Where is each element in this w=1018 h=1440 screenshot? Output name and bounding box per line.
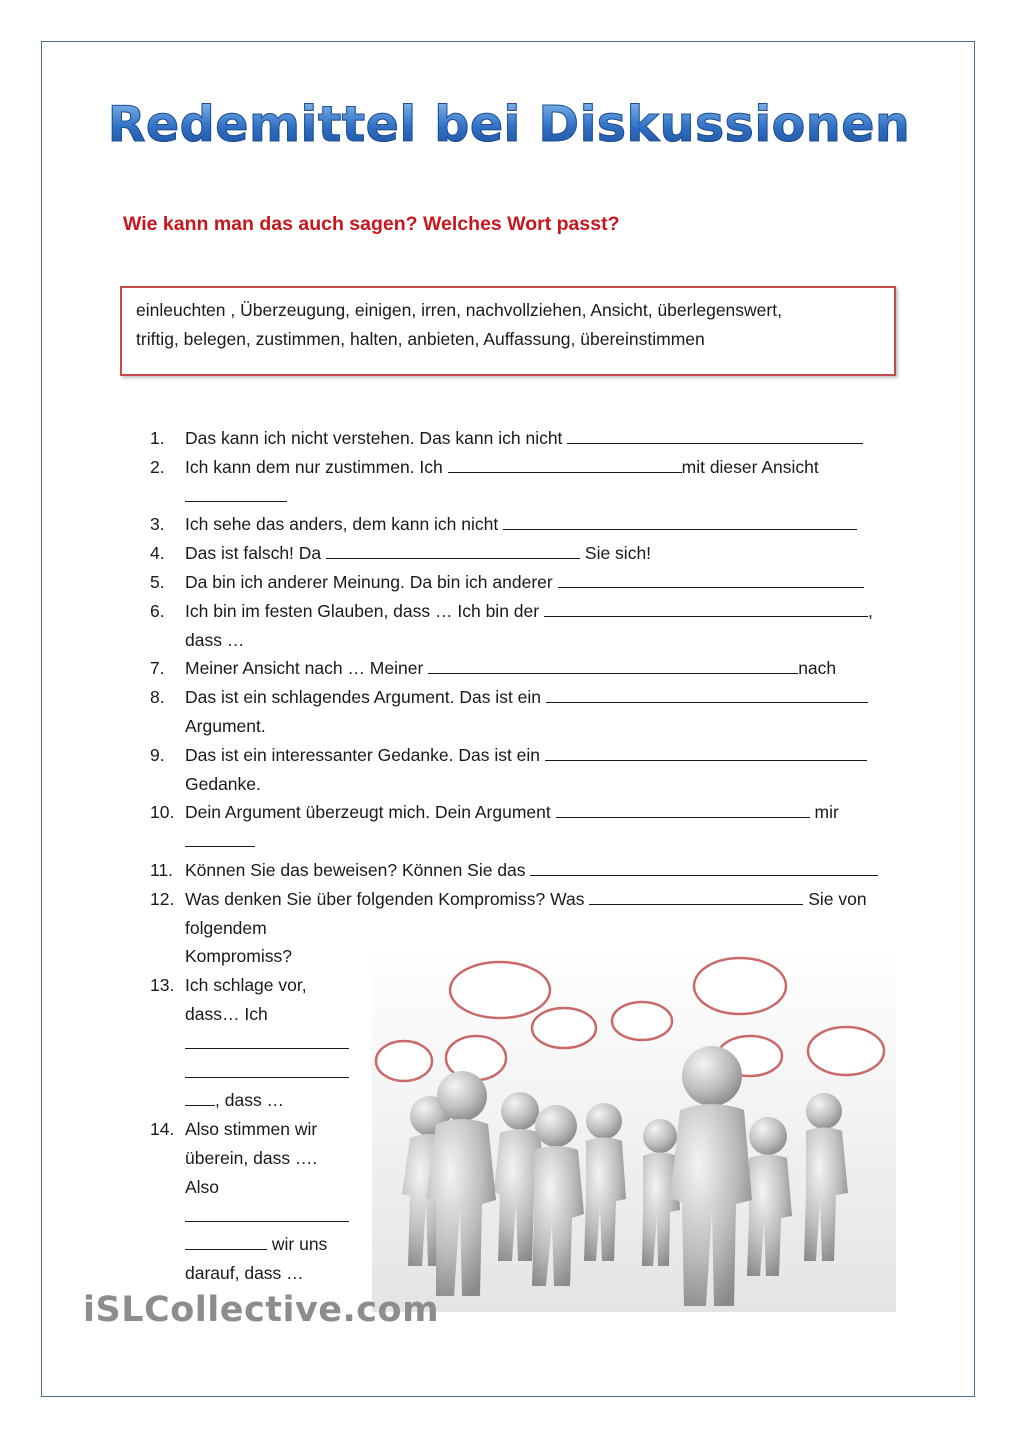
item-text: folgendem: [185, 917, 267, 938]
item-text: Meiner Ansicht nach … Meiner: [185, 658, 424, 679]
item-text: Gedanke.: [185, 773, 261, 794]
item-number: 8.: [150, 687, 165, 708]
item-number: 13.: [150, 975, 175, 996]
item-text: Das ist ein interessanter Gedanke. Das ist ein: [185, 744, 541, 765]
item-text: ,: [867, 600, 873, 621]
exercise-item: [150, 654, 895, 683]
answer-blank[interactable]: [589, 886, 803, 905]
item-number: 9.: [150, 744, 165, 765]
item-number: 2.: [150, 456, 165, 477]
answer-blank[interactable]: [567, 425, 863, 444]
item-number: 6.: [150, 600, 165, 621]
item-number: 12.: [150, 888, 175, 909]
item-number: 5.: [150, 571, 165, 592]
word-bank-box: [120, 286, 896, 376]
item-number: 1.: [150, 428, 165, 448]
item-text: nach: [798, 658, 837, 679]
exercise-item: [150, 741, 895, 799]
exercise-item: [150, 424, 895, 453]
speech-bubble: [532, 1008, 596, 1048]
exercise-item: [150, 539, 895, 568]
item-text: mit dieser Ansicht: [681, 456, 819, 477]
item-text: Können Sie das beweisen? Können Sie das: [185, 859, 526, 880]
answer-blank[interactable]: [558, 569, 864, 588]
item-text: , dass …: [215, 1090, 285, 1111]
discussion-illustration: [372, 946, 896, 1312]
answer-blank[interactable]: [546, 684, 868, 703]
answer-blank[interactable]: [503, 511, 857, 530]
item-text: dass… Ich: [185, 1003, 268, 1024]
speech-bubble: [612, 1002, 672, 1040]
item-text: Das ist ein schlagendes Argument. Das ist ein: [185, 687, 542, 708]
exercise-item: [150, 453, 895, 511]
answer-blank[interactable]: [326, 540, 580, 559]
speech-bubble: [450, 962, 550, 1018]
exercise-item: [150, 798, 895, 856]
item-text: Da bin ich anderer Meinung. Da bin ich anderer: [185, 571, 553, 592]
answer-blank[interactable]: [448, 454, 682, 473]
item-text: Ich sehe das anders, dem kann ich nicht: [185, 514, 499, 535]
item-number: 14.: [150, 1119, 175, 1140]
item-text: Also stimmen wir: [185, 1119, 318, 1140]
item-text: Sie sich!: [584, 543, 652, 564]
exercise-item: [150, 568, 895, 597]
item-text: überein, dass ….: [185, 1147, 318, 1168]
page-title: Redemittel bei Diskussionen: [0, 96, 1018, 153]
item-text: Ich kann dem nur zustimmen. Ich: [185, 456, 443, 477]
exercise-item: [150, 510, 895, 539]
answer-blank[interactable]: [185, 1087, 215, 1106]
answer-blank[interactable]: [428, 655, 798, 674]
item-number: 3.: [150, 514, 165, 535]
speech-bubble: [376, 1041, 432, 1081]
answer-blank[interactable]: [185, 1203, 349, 1222]
item-text: darauf, dass …: [185, 1263, 304, 1284]
item-text: dass …: [185, 629, 245, 650]
answer-blank[interactable]: [185, 828, 255, 847]
answer-blank[interactable]: [185, 1030, 349, 1049]
answer-blank[interactable]: [556, 799, 810, 818]
speech-bubble: [694, 958, 786, 1014]
instructions: Wie kann man das auch sagen? Welches Wort passt?: [123, 213, 620, 235]
item-text: Argument.: [185, 715, 266, 736]
item-number: 7.: [150, 658, 165, 679]
item-text: Dein Argument überzeugt mich. Dein Argument: [185, 802, 551, 823]
speech-bubble: [808, 1027, 884, 1075]
item-text: Das ist falsch! Da: [185, 543, 322, 564]
item-number: 11.: [150, 859, 174, 880]
exercise-item: [150, 856, 895, 885]
answer-blank[interactable]: [530, 857, 878, 876]
item-text: Kompromiss?: [185, 946, 292, 967]
answer-blank[interactable]: [544, 598, 868, 617]
answer-blank[interactable]: [185, 1059, 349, 1078]
item-text: Ich bin im festen Glauben, dass … Ich bin der: [185, 600, 540, 621]
answer-blank[interactable]: [545, 742, 867, 761]
item-text: Das kann ich nicht verstehen. Das kann ich nicht: [185, 428, 563, 448]
answer-blank[interactable]: [185, 1231, 267, 1250]
word-bank-line: einleuchten , Überzeugung, einigen, irren, nachvollziehen, Ansicht, überlegenswert,: [136, 300, 782, 320]
exercise-item: [150, 597, 895, 655]
watermark-logo: iSLCollective.com: [83, 1290, 440, 1330]
item-text: wir uns: [271, 1234, 328, 1255]
item-number: 10.: [150, 802, 175, 823]
item-number: 4.: [150, 543, 165, 564]
answer-blank[interactable]: [185, 483, 287, 502]
item-text: Sie von: [808, 888, 867, 909]
word-bank-line: triftig, belegen, zustimmen, halten, anbieten, Auffassung, übereinstimmen: [136, 329, 705, 349]
item-text: Ich schlage vor,: [185, 975, 307, 996]
item-text: mir: [814, 802, 839, 823]
exercise-item: [150, 683, 895, 741]
item-text: Also: [185, 1176, 220, 1197]
item-text: Was denken Sie über folgenden Kompromiss? Was: [185, 888, 585, 909]
